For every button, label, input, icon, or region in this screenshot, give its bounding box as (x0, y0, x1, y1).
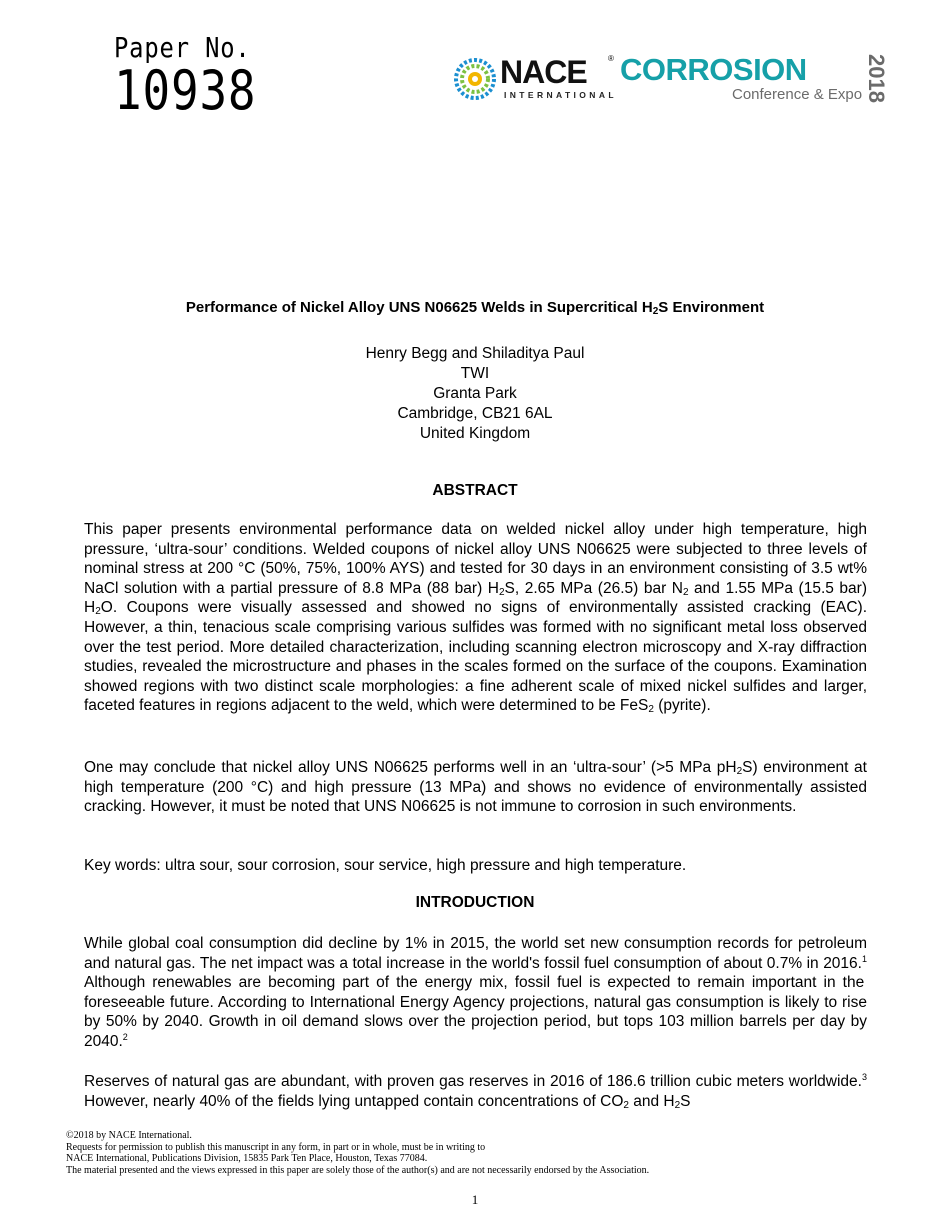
footer-copyright: ©2018 by NACE International. (66, 1130, 192, 1141)
paper-number: 10938 (114, 59, 257, 122)
nace-wordmark: NACE (500, 54, 587, 90)
nace-globe-icon (452, 56, 498, 102)
author-address-line2: Cambridge, CB21 6AL (397, 405, 553, 422)
copyright-footer (66, 1130, 866, 1176)
paper-title: Performance of Nickel Alloy UNS N06625 Welds in Supercritical $H_2S$ Environment (185, 299, 765, 317)
footer-address: NACE International, Publications Division, 15835 Park Ten Place, Houston, Texas 77084. (66, 1153, 428, 1164)
footer-disclaimer: The material presented and the views expressed in this paper are solely those of the author(s) and are not necessarily endorsed by the Association. (66, 1164, 650, 1176)
author-block (0, 344, 950, 444)
introduction-paragraph-2: Reserves of natural gas are abundant, with proven gas reserves in 2016 of 186.6 trillion cubic meters worldwide.$^3$ However, nearly 40% of the fields lying untapped contain concentrations of $CO_2$ and $H_2S$ (84, 1072, 867, 1111)
introduction-heading: INTRODUCTION (415, 894, 535, 911)
author-names: Henry Begg and Shiladitya Paul (365, 345, 585, 362)
footer-permission: Requests for permission to publish this manuscript in any form, in part or in whole, must be in writing to (66, 1141, 486, 1153)
keywords: Key words: ultra sour, sour corrosion, sour service, high pressure and high temperature. (84, 857, 687, 874)
nace-corrosion-logo (452, 52, 892, 110)
author-organization: TWI (460, 365, 490, 382)
page-number: 1 (471, 1192, 479, 1207)
conference-expo-text: Conference & Expo (732, 86, 863, 103)
paper-number-block (114, 31, 282, 122)
corrosion-wordmark: CORROSION (620, 52, 807, 87)
paper-label: Paper No. (114, 31, 251, 64)
nace-international-text: INTERNATIONAL (504, 90, 617, 100)
registered-mark: ® (608, 54, 614, 63)
author-address-line1: Granta Park (433, 385, 517, 402)
abstract-paragraph-2: One may conclude that nickel alloy UNS N06625 performs well in an ‘ultra-sour’ (>5 MPa $pH_2S$) environment at high temperature (200 °C) and high pressure (13 MPa) and shows no evidence of environmentally assisted cracking. However, it must be noted that UNS N06625 is not immune to corrosion in such environments. (84, 759, 867, 816)
introduction-paragraph-1: While global coal consumption did decline by 1% in 2015, the world set new consumption records for petroleum and natural gas. The net impact was a total increase in the world's fossil fuel consumption of about 0.7% in 2016.$^1$ Although renewables are becoming part of the energy mix, fossil fuel is expected to remain important in the foreseeable future. According to International Energy Agency projections, natural gas consumption is likely to rise by 50% by 2040. Growth in oil demand slows over the projection period, but tops 103 million barrels per day by 2040.$^2$ (84, 935, 867, 1050)
author-country: United Kingdom (419, 425, 531, 442)
abstract-heading: ABSTRACT (432, 482, 518, 499)
logo-year: 2018 (864, 54, 889, 103)
abstract-paragraph-1: This paper presents environmental performance data on welded nickel alloy under high temperature, high pressure, ‘ultra-sour’ conditions. Welded coupons of nickel alloy UNS N06625 were subjected to three levels of nominal stress at 200 °C (50%, 75%, 100% AYS) and tested for 30 days in an environment consisting of 3.5 wt% NaCl solution with a partial pressure of 8.8 MPa (88 bar) $H_2S$, 2.65 MPa (26.5) bar $N_2$ and 1.55 MPa (15.5 bar) $H_2O$. Coupons were visually assessed and showed no signs of environmentally assisted cracking (EAC). However, a thin, tenacious scale comprising various sulfides was formed with no significant metal loss observed over the test period. More detailed characterization, including scanning electron microscopy and X-ray diffraction studies, revealed the microstructure and phases in the scales formed on the surface of the coupons. Examination showed regions with two distinct scale morphologies: a fine adherent scale of mixed nickel sulfides and larger, faceted features in regions adjacent to the weld, which were determined to be FeS$_2$ (pyrite). (84, 521, 867, 716)
